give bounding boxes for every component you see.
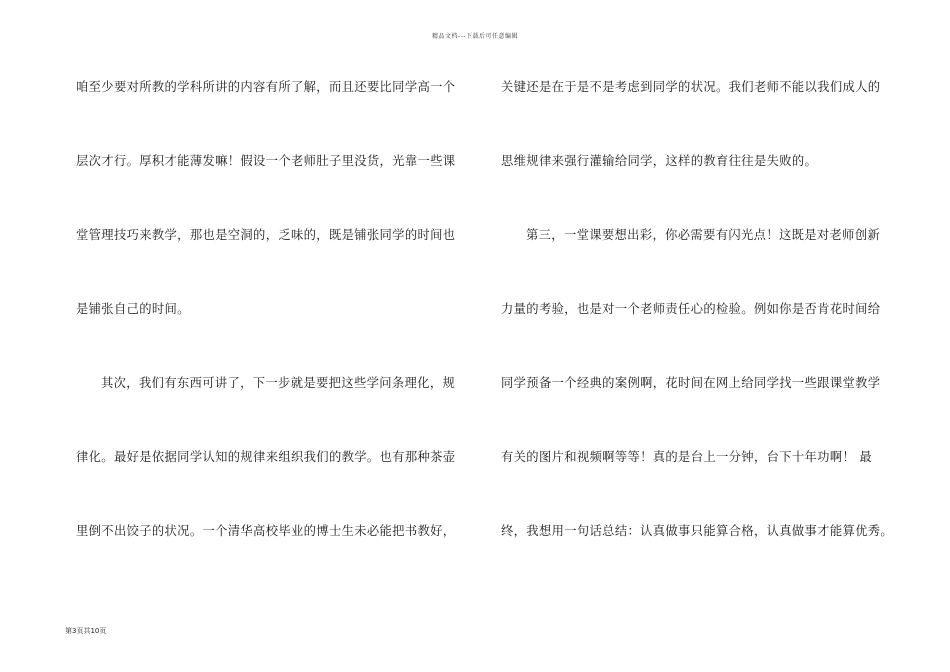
paragraph-line: 其次，我们有东西可讲了，下一步就是要把这些学问条理化，规: [101, 376, 456, 390]
paragraph-line: 力量的考验，也是对一个老师责任心的检验。例如你是否肯花时间给: [501, 302, 881, 316]
paragraph-line: 堂管理技巧来教学，那也是空洞的，乏味的，既是铺张同学的时间也: [76, 228, 456, 242]
right-text-column: [501, 76, 894, 594]
page-header: 精品文档---下载后可任意编辑: [432, 33, 518, 40]
paragraph-line: 第三，一堂课要想出彩，你必需要有闪光点！这既是对老师创新: [526, 228, 881, 242]
paragraph-line: 终，我想用一句话总结：认真做事只能算合格，认真做事才能算优秀。: [501, 524, 894, 538]
paragraph-line: 是铺张自己的时间。: [76, 302, 190, 316]
paragraph-line: 层次才行。厚积才能薄发嘛！假设一个老师肚子里没货，光靠一些课: [76, 154, 456, 168]
paragraph-line: 同学预备一个经典的案例啊，花时间在网上给同学找一些跟课堂教学: [501, 376, 881, 390]
paragraph-line: 关键还是在于是不是考虑到同学的状况。我们老师不能以我们成人的: [501, 80, 881, 94]
paragraph-line: 思维规律来强行灌输给同学，这样的教育往往是失败的。: [501, 154, 818, 168]
paragraph-line: 咱至少要对所教的学科所讲的内容有所了解，而且还要比同学高一个: [76, 80, 456, 94]
paragraph-line: 有关的图片和视频啊等等！真的是台上一分钟，台下十年功啊！ 最: [501, 450, 873, 464]
page-number: 第3页共10页: [65, 627, 107, 635]
left-text-column: [76, 76, 464, 594]
paragraph-line: 律化。最好是依据同学认知的规律来组织我们的教学。也有那种茶壶: [76, 450, 456, 464]
paragraph-line: 里倒不出饺子的状况。一个清华高校毕业的博士生未必能把书教好，: [76, 524, 456, 538]
